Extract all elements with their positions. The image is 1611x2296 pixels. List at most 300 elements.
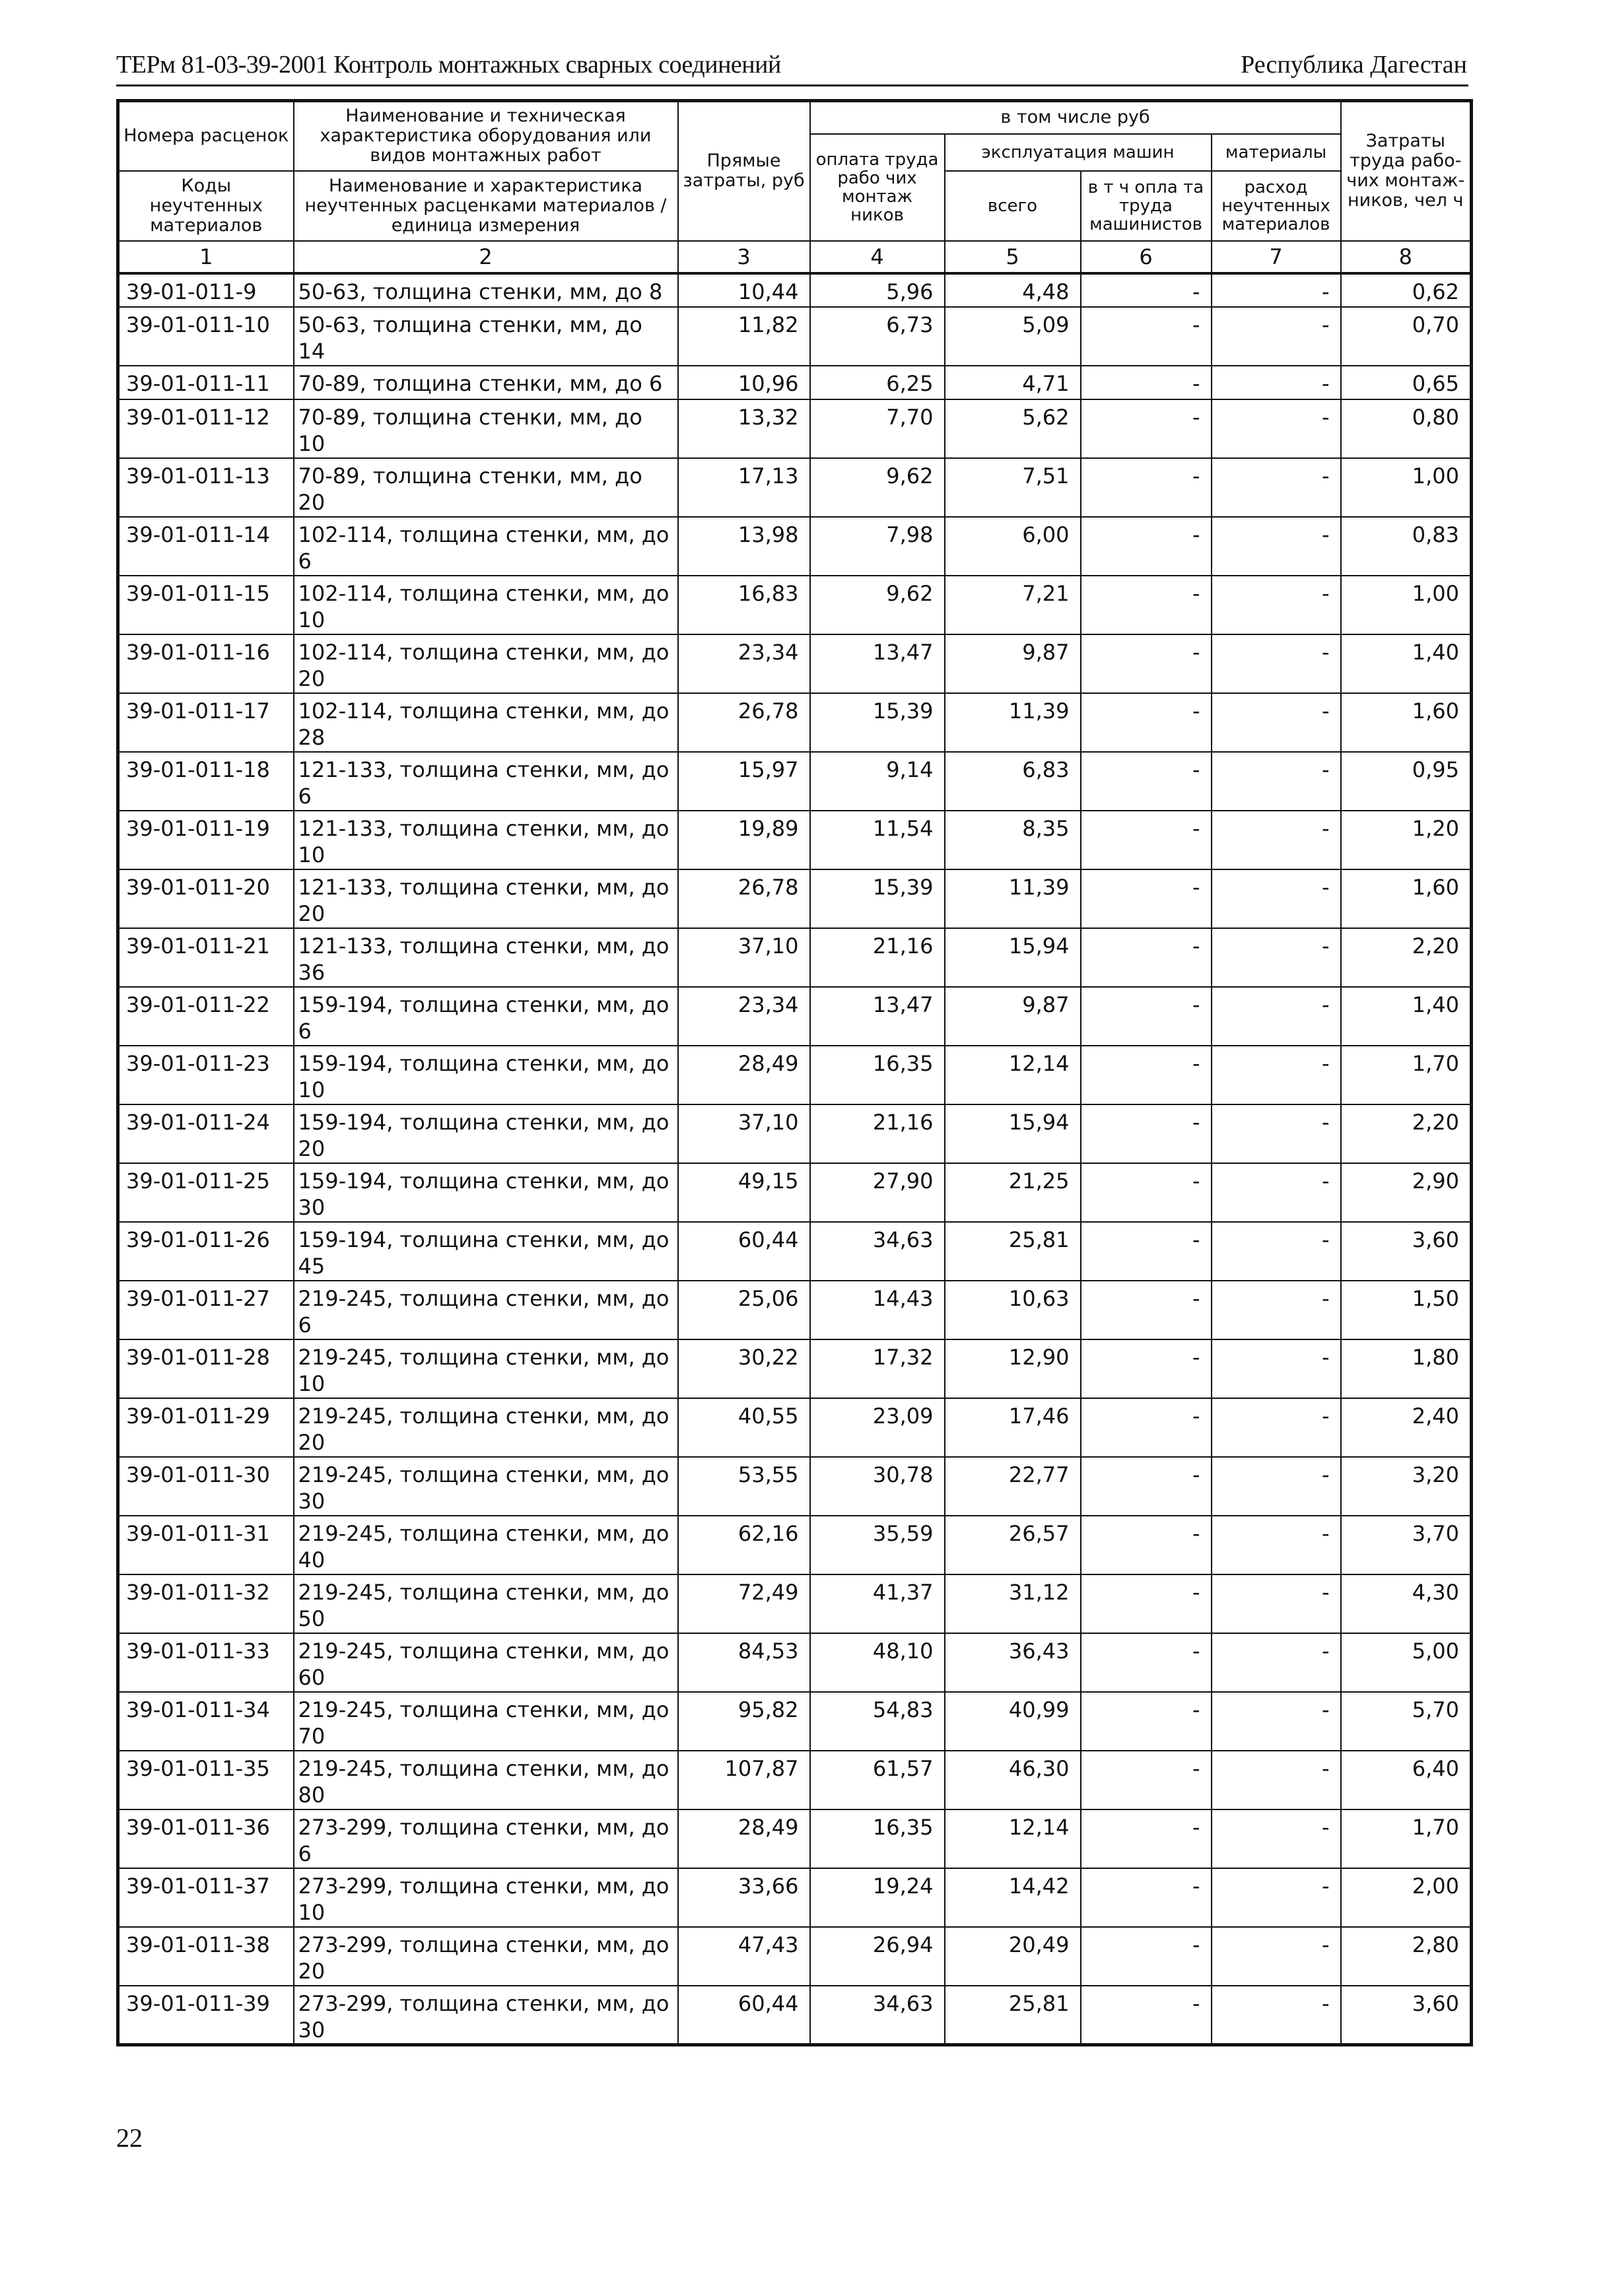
table-row	[118, 517, 1472, 576]
labor-hours: 1,60	[1341, 869, 1472, 928]
column-number-row	[118, 241, 1472, 273]
labor-pay: 5,96	[810, 273, 945, 307]
work-description: 102-114, толщина стенки, мм, до 20	[294, 634, 678, 693]
rate-code: 39-01-011-20	[118, 869, 294, 928]
machines-total: 5,62	[945, 399, 1081, 458]
labor-pay: 9,62	[810, 576, 945, 634]
rate-code: 39-01-011-17	[118, 693, 294, 752]
direct-costs: 26,78	[678, 693, 810, 752]
machines-total: 5,09	[945, 307, 1081, 366]
labor-hours: 0,80	[1341, 399, 1472, 458]
materials-expense: -	[1212, 752, 1341, 811]
materials-expense: -	[1212, 1457, 1341, 1516]
operators-pay: -	[1081, 1046, 1212, 1104]
direct-costs: 30,22	[678, 1339, 810, 1398]
labor-hours: 3,70	[1341, 1516, 1472, 1574]
machines-total: 4,71	[945, 366, 1081, 399]
labor-hours: 1,40	[1341, 987, 1472, 1046]
machines-total: 12,14	[945, 1046, 1081, 1104]
table-row	[118, 1633, 1472, 1692]
work-description: 219-245, толщина стенки, мм, до 70	[294, 1692, 678, 1751]
table-row	[118, 928, 1472, 987]
table-row	[118, 1574, 1472, 1633]
materials-expense: -	[1212, 1046, 1341, 1104]
labor-pay: 11,54	[810, 811, 945, 869]
labor-hours: 0,95	[1341, 752, 1472, 811]
machines-total: 22,77	[945, 1457, 1081, 1516]
labor-pay: 26,94	[810, 1927, 945, 1986]
materials-expense: -	[1212, 307, 1341, 366]
direct-costs: 33,66	[678, 1868, 810, 1927]
machines-total: 4,48	[945, 273, 1081, 307]
work-description: 159-194, толщина стенки, мм, до 6	[294, 987, 678, 1046]
materials-expense: -	[1212, 1927, 1341, 1986]
machines-total-header: всего	[945, 171, 1081, 241]
table-row	[118, 1046, 1472, 1104]
labor-pay: 9,14	[810, 752, 945, 811]
operators-pay: -	[1081, 1809, 1212, 1868]
labor-pay: 35,59	[810, 1516, 945, 1574]
rate-code: 39-01-011-21	[118, 928, 294, 987]
header-rule	[116, 84, 1468, 86]
labor-pay: 9,62	[810, 458, 945, 517]
including-rub-header: в том числе руб	[810, 101, 1341, 134]
operators-pay: -	[1081, 1281, 1212, 1339]
direct-costs: 28,49	[678, 1046, 810, 1104]
labor-hours: 1,60	[1341, 693, 1472, 752]
operators-pay-header: в т ч опла та труда машинистов	[1081, 171, 1212, 241]
direct-costs: 10,44	[678, 273, 810, 307]
labor-hours: 1,20	[1341, 811, 1472, 869]
labor-hours: 1,40	[1341, 634, 1472, 693]
rate-code: 39-01-011-18	[118, 752, 294, 811]
table-body	[118, 273, 1472, 2045]
materials-expense: -	[1212, 1163, 1341, 1222]
direct-costs: 53,55	[678, 1457, 810, 1516]
labor-hours: 2,20	[1341, 1104, 1472, 1163]
table-row	[118, 811, 1472, 869]
column-number: 7	[1212, 241, 1341, 273]
table-row	[118, 1927, 1472, 1986]
table-row	[118, 869, 1472, 928]
work-description: 219-245, толщина стенки, мм, до 20	[294, 1398, 678, 1457]
table-row	[118, 307, 1472, 366]
materials-expense: -	[1212, 987, 1341, 1046]
labor-pay: 34,63	[810, 1986, 945, 2045]
operators-pay: -	[1081, 1516, 1212, 1574]
machines-total: 21,25	[945, 1163, 1081, 1222]
materials-expense: -	[1212, 517, 1341, 576]
materials-expense: -	[1212, 1516, 1341, 1574]
direct-costs: 49,15	[678, 1163, 810, 1222]
operators-pay: -	[1081, 1574, 1212, 1633]
rate-code: 39-01-011-35	[118, 1751, 294, 1809]
table-row	[118, 1868, 1472, 1927]
operators-pay: -	[1081, 1751, 1212, 1809]
labor-pay: 30,78	[810, 1457, 945, 1516]
labor-pay: 23,09	[810, 1398, 945, 1457]
work-description: 121-133, толщина стенки, мм, до 20	[294, 869, 678, 928]
labor-pay: 15,39	[810, 869, 945, 928]
machines-total: 36,43	[945, 1633, 1081, 1692]
table-row	[118, 1163, 1472, 1222]
machines-total: 11,39	[945, 693, 1081, 752]
work-description: 102-114, толщина стенки, мм, до 28	[294, 693, 678, 752]
labor-pay-header: оплата труда рабо чих монтаж ников	[810, 134, 945, 241]
direct-costs: 60,44	[678, 1986, 810, 2045]
materials-expense: -	[1212, 1692, 1341, 1751]
labor-pay: 16,35	[810, 1046, 945, 1104]
materials-expense: -	[1212, 1398, 1341, 1457]
column-number: 5	[945, 241, 1081, 273]
labor-hours: 0,83	[1341, 517, 1472, 576]
machines-total: 20,49	[945, 1927, 1081, 1986]
direct-costs: 23,34	[678, 987, 810, 1046]
table-row	[118, 458, 1472, 517]
direct-costs: 62,16	[678, 1516, 810, 1574]
materials-expense: -	[1212, 1809, 1341, 1868]
labor-hours: 2,40	[1341, 1398, 1472, 1457]
machines-total: 7,51	[945, 458, 1081, 517]
direct-costs: 60,44	[678, 1222, 810, 1281]
operators-pay: -	[1081, 928, 1212, 987]
operators-pay: -	[1081, 273, 1212, 307]
labor-pay: 6,25	[810, 366, 945, 399]
labor-pay: 7,98	[810, 517, 945, 576]
labor-pay: 48,10	[810, 1633, 945, 1692]
direct-costs: 19,89	[678, 811, 810, 869]
labor-hours: 4,30	[1341, 1574, 1472, 1633]
work-description: 219-245, толщина стенки, мм, до 80	[294, 1751, 678, 1809]
work-description: 159-194, толщина стенки, мм, до 20	[294, 1104, 678, 1163]
labor-hours: 2,20	[1341, 928, 1472, 987]
materials-expense: -	[1212, 458, 1341, 517]
labor-pay: 6,73	[810, 307, 945, 366]
rate-code: 39-01-011-12	[118, 399, 294, 458]
materials-expense: -	[1212, 1104, 1341, 1163]
materials-expense: -	[1212, 1986, 1341, 2045]
table-row	[118, 693, 1472, 752]
labor-pay: 34,63	[810, 1222, 945, 1281]
labor-pay: 17,32	[810, 1339, 945, 1398]
labor-hours: 1,70	[1341, 1809, 1472, 1868]
labor-hours: 3,60	[1341, 1986, 1472, 2045]
machines-total: 7,21	[945, 576, 1081, 634]
work-description: 219-245, толщина стенки, мм, до 30	[294, 1457, 678, 1516]
rate-code: 39-01-011-13	[118, 458, 294, 517]
rate-code: 39-01-011-26	[118, 1222, 294, 1281]
labor-hours: 1,00	[1341, 458, 1472, 517]
rate-code: 39-01-011-23	[118, 1046, 294, 1104]
direct-costs: 10,96	[678, 366, 810, 399]
labor-hours: 2,00	[1341, 1868, 1472, 1927]
machines-total: 8,35	[945, 811, 1081, 869]
rates-table	[116, 99, 1473, 2046]
work-description: 273-299, толщина стенки, мм, до 30	[294, 1986, 678, 2045]
column-number: 4	[810, 241, 945, 273]
operators-pay: -	[1081, 811, 1212, 869]
materials-expense: -	[1212, 1751, 1341, 1809]
direct-costs: 37,10	[678, 1104, 810, 1163]
machines-total: 46,30	[945, 1751, 1081, 1809]
direct-costs-header: Прямые затраты, руб	[678, 101, 810, 241]
table-row	[118, 576, 1472, 634]
labor-hours: 1,00	[1341, 576, 1472, 634]
table-row	[118, 1104, 1472, 1163]
operators-pay: -	[1081, 1986, 1212, 2045]
operators-pay: -	[1081, 517, 1212, 576]
materials-expense: -	[1212, 693, 1341, 752]
page-number: 22	[116, 2123, 143, 2153]
work-description: 50-63, толщина стенки, мм, до 14	[294, 307, 678, 366]
table-row	[118, 987, 1472, 1046]
materials-expense: -	[1212, 1633, 1341, 1692]
rate-code: 39-01-011-27	[118, 1281, 294, 1339]
table-row	[118, 1222, 1472, 1281]
labor-pay: 14,43	[810, 1281, 945, 1339]
table-row	[118, 1692, 1472, 1751]
rate-code: 39-01-011-36	[118, 1809, 294, 1868]
operators-pay: -	[1081, 1222, 1212, 1281]
work-description: 121-133, толщина стенки, мм, до 6	[294, 752, 678, 811]
labor-pay: 41,37	[810, 1574, 945, 1633]
operators-pay: -	[1081, 1339, 1212, 1398]
rate-code: 39-01-011-29	[118, 1398, 294, 1457]
labor-pay: 16,35	[810, 1809, 945, 1868]
work-description: 50-63, толщина стенки, мм, до 8	[294, 273, 678, 307]
direct-costs: 15,97	[678, 752, 810, 811]
table-row	[118, 1398, 1472, 1457]
rate-code: 39-01-011-39	[118, 1986, 294, 2045]
labor-pay: 13,47	[810, 987, 945, 1046]
direct-costs: 37,10	[678, 928, 810, 987]
direct-costs: 47,43	[678, 1927, 810, 1986]
col2-bottom-header: Наименование и характеристика неучтенных расценками материалов / единица измерения	[294, 171, 678, 241]
labor-hours: 0,70	[1341, 307, 1472, 366]
direct-costs: 40,55	[678, 1398, 810, 1457]
work-description: 219-245, толщина стенки, мм, до 6	[294, 1281, 678, 1339]
labor-hours: 5,00	[1341, 1633, 1472, 1692]
direct-costs: 16,83	[678, 576, 810, 634]
operators-pay: -	[1081, 1163, 1212, 1222]
page-header	[116, 46, 1467, 86]
operators-pay: -	[1081, 458, 1212, 517]
labor-hours: 1,70	[1341, 1046, 1472, 1104]
materials-expense: -	[1212, 366, 1341, 399]
operators-pay: -	[1081, 399, 1212, 458]
table-row	[118, 1516, 1472, 1574]
table-row	[118, 634, 1472, 693]
table-header	[118, 101, 1472, 273]
work-description: 273-299, толщина стенки, мм, до 20	[294, 1927, 678, 1986]
machines-total: 15,94	[945, 1104, 1081, 1163]
machines-total: 15,94	[945, 928, 1081, 987]
column-number: 1	[118, 241, 294, 273]
materials-expense: -	[1212, 869, 1341, 928]
rate-code: 39-01-011-22	[118, 987, 294, 1046]
col2-top-header: Наименование и техническая характеристика оборудования или видов монтажных работ	[294, 101, 678, 171]
labor-hours: 5,70	[1341, 1692, 1472, 1751]
labor-hours: 3,60	[1341, 1222, 1472, 1281]
operators-pay: -	[1081, 307, 1212, 366]
rate-code: 39-01-011-15	[118, 576, 294, 634]
operators-pay: -	[1081, 1868, 1212, 1927]
table-row	[118, 1339, 1472, 1398]
col1-bottom-header: Коды неучтенных материалов	[118, 171, 294, 241]
table-row	[118, 1281, 1472, 1339]
table-row	[118, 1751, 1472, 1809]
operators-pay: -	[1081, 366, 1212, 399]
direct-costs: 28,49	[678, 1809, 810, 1868]
operators-pay: -	[1081, 987, 1212, 1046]
machines-total: 14,42	[945, 1868, 1081, 1927]
rate-code: 39-01-011-38	[118, 1927, 294, 1986]
rate-code: 39-01-011-19	[118, 811, 294, 869]
machines-total: 12,90	[945, 1339, 1081, 1398]
direct-costs: 23,34	[678, 634, 810, 693]
machines-total: 9,87	[945, 634, 1081, 693]
table-row	[118, 1809, 1472, 1868]
operators-pay: -	[1081, 576, 1212, 634]
column-number: 3	[678, 241, 810, 273]
operators-pay: -	[1081, 1457, 1212, 1516]
rate-code: 39-01-011-28	[118, 1339, 294, 1398]
direct-costs: 95,82	[678, 1692, 810, 1751]
materials-expense: -	[1212, 576, 1341, 634]
labor-hours: 6,40	[1341, 1751, 1472, 1809]
machines-total: 11,39	[945, 869, 1081, 928]
direct-costs: 11,82	[678, 307, 810, 366]
machines-total: 12,14	[945, 1809, 1081, 1868]
work-description: 121-133, толщина стенки, мм, до 10	[294, 811, 678, 869]
labor-pay: 21,16	[810, 928, 945, 987]
direct-costs: 17,13	[678, 458, 810, 517]
labor-pay: 61,57	[810, 1751, 945, 1809]
document-title: ТЕРм 81-03-39-2001 Контроль монтажных сварных соединений	[116, 51, 781, 79]
column-number: 6	[1081, 241, 1212, 273]
materials-expense: -	[1212, 634, 1341, 693]
operators-pay: -	[1081, 693, 1212, 752]
machines-total: 31,12	[945, 1574, 1081, 1633]
machines-total: 10,63	[945, 1281, 1081, 1339]
work-description: 159-194, толщина стенки, мм, до 10	[294, 1046, 678, 1104]
labor-hours: 1,50	[1341, 1281, 1472, 1339]
work-description: 121-133, толщина стенки, мм, до 36	[294, 928, 678, 987]
work-description: 70-89, толщина стенки, мм, до 20	[294, 458, 678, 517]
rate-code: 39-01-011-14	[118, 517, 294, 576]
direct-costs: 84,53	[678, 1633, 810, 1692]
rate-code: 39-01-011-30	[118, 1457, 294, 1516]
labor-pay: 19,24	[810, 1868, 945, 1927]
column-number: 8	[1341, 241, 1472, 273]
materials-expense: -	[1212, 1339, 1341, 1398]
operators-pay: -	[1081, 1633, 1212, 1692]
direct-costs: 13,32	[678, 399, 810, 458]
work-description: 159-194, толщина стенки, мм, до 45	[294, 1222, 678, 1281]
table-row	[118, 1457, 1472, 1516]
machine-operation-header: эксплуатация машин	[945, 134, 1212, 171]
work-description: 102-114, толщина стенки, мм, до 6	[294, 517, 678, 576]
operators-pay: -	[1081, 1927, 1212, 1986]
labor-pay: 21,16	[810, 1104, 945, 1163]
region-label: Республика Дагестан	[1241, 51, 1467, 79]
labor-pay: 27,90	[810, 1163, 945, 1222]
work-description: 70-89, толщина стенки, мм, до 6	[294, 366, 678, 399]
machines-total: 25,81	[945, 1222, 1081, 1281]
table-row	[118, 752, 1472, 811]
rate-code: 39-01-011-9	[118, 273, 294, 307]
machines-total: 6,00	[945, 517, 1081, 576]
col1-top-header: Номера расценок	[118, 101, 294, 171]
work-description: 273-299, толщина стенки, мм, до 10	[294, 1868, 678, 1927]
materials-expense: -	[1212, 1281, 1341, 1339]
labor-hours: 3,20	[1341, 1457, 1472, 1516]
labor-hours: 2,80	[1341, 1927, 1472, 1986]
work-description: 273-299, толщина стенки, мм, до 6	[294, 1809, 678, 1868]
rate-code: 39-01-011-31	[118, 1516, 294, 1574]
labor-hours: 2,90	[1341, 1163, 1472, 1222]
rate-code: 39-01-011-25	[118, 1163, 294, 1222]
rate-code: 39-01-011-10	[118, 307, 294, 366]
labor-pay: 15,39	[810, 693, 945, 752]
rate-code: 39-01-011-24	[118, 1104, 294, 1163]
direct-costs: 72,49	[678, 1574, 810, 1633]
rate-code: 39-01-011-32	[118, 1574, 294, 1633]
materials-expense: -	[1212, 811, 1341, 869]
machines-total: 17,46	[945, 1398, 1081, 1457]
labor-hours: 0,65	[1341, 366, 1472, 399]
table-row	[118, 399, 1472, 458]
labor-hours: 1,80	[1341, 1339, 1472, 1398]
operators-pay: -	[1081, 1398, 1212, 1457]
materials-expense: -	[1212, 273, 1341, 307]
labor-hours: 0,62	[1341, 273, 1472, 307]
materials-expense: -	[1212, 1222, 1341, 1281]
operators-pay: -	[1081, 1104, 1212, 1163]
table-row	[118, 273, 1472, 307]
work-description: 219-245, толщина стенки, мм, до 10	[294, 1339, 678, 1398]
machines-total: 40,99	[945, 1692, 1081, 1751]
table-row	[118, 366, 1472, 399]
operators-pay: -	[1081, 752, 1212, 811]
rate-code: 39-01-011-33	[118, 1633, 294, 1692]
labor-pay: 54,83	[810, 1692, 945, 1751]
direct-costs: 13,98	[678, 517, 810, 576]
materials-expense: -	[1212, 1868, 1341, 1927]
direct-costs: 26,78	[678, 869, 810, 928]
rate-code: 39-01-011-16	[118, 634, 294, 693]
unaccounted-materials-header: расход неучтенных материалов	[1212, 171, 1341, 241]
work-description: 70-89, толщина стенки, мм, до 10	[294, 399, 678, 458]
machines-total: 6,83	[945, 752, 1081, 811]
materials-header: материалы	[1212, 134, 1341, 171]
machines-total: 26,57	[945, 1516, 1081, 1574]
operators-pay: -	[1081, 1692, 1212, 1751]
direct-costs: 107,87	[678, 1751, 810, 1809]
direct-costs: 25,06	[678, 1281, 810, 1339]
work-description: 219-245, толщина стенки, мм, до 50	[294, 1574, 678, 1633]
rate-code: 39-01-011-34	[118, 1692, 294, 1751]
operators-pay: -	[1081, 634, 1212, 693]
column-number: 2	[294, 241, 678, 273]
machines-total: 25,81	[945, 1986, 1081, 2045]
table-row	[118, 1986, 1472, 2045]
labor-hours-header: Затраты труда рабо-чих монтаж-ников, чел ч	[1341, 101, 1472, 241]
machines-total: 9,87	[945, 987, 1081, 1046]
materials-expense: -	[1212, 1574, 1341, 1633]
rate-code: 39-01-011-37	[118, 1868, 294, 1927]
operators-pay: -	[1081, 869, 1212, 928]
